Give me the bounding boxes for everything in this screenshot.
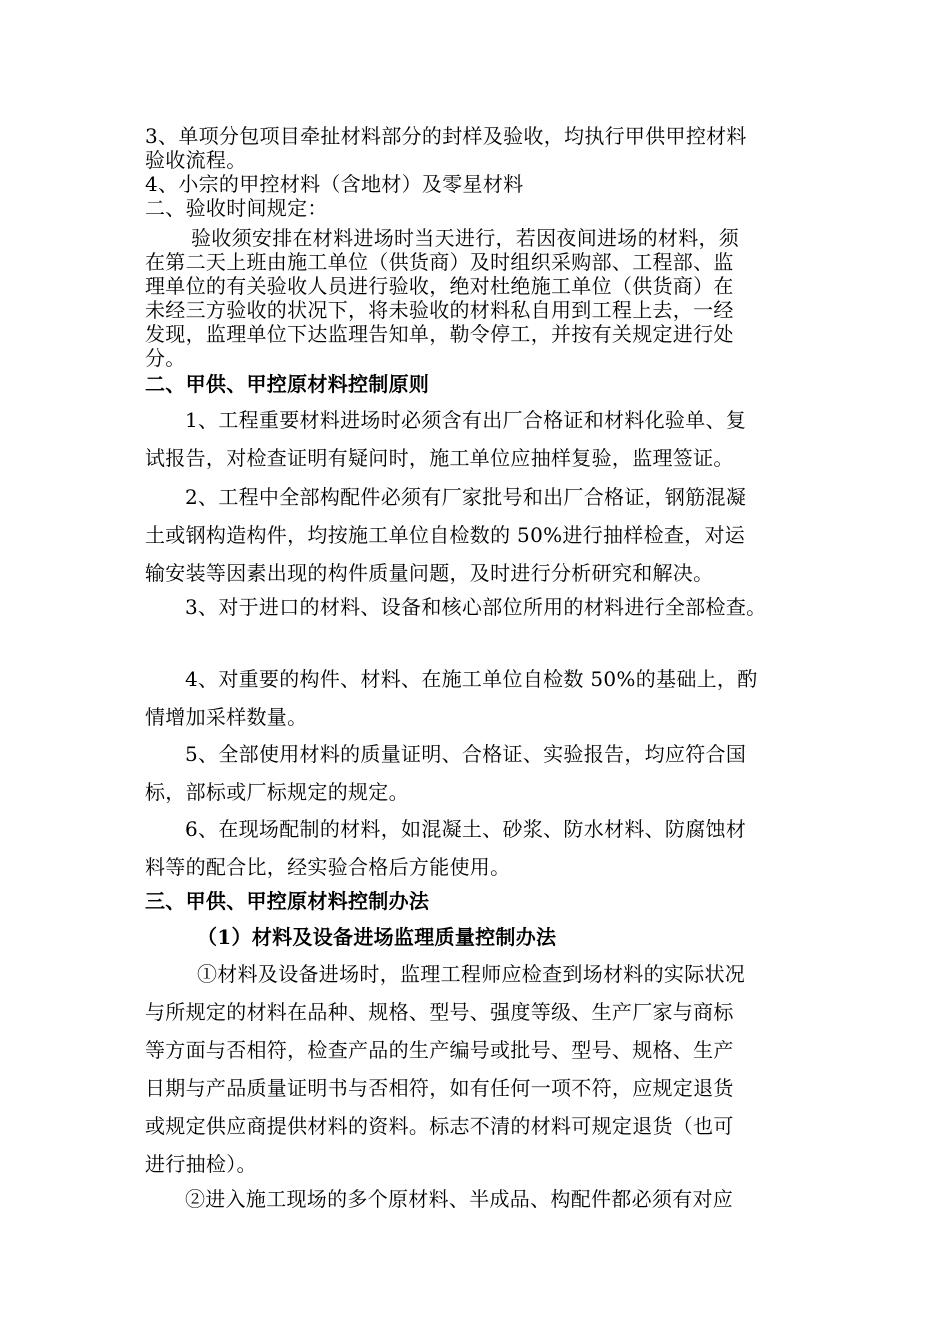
paragraph-item-4 <box>145 660 825 736</box>
paragraph-item-2 <box>145 478 825 592</box>
text-line: 5、全部使用材料的质量证明、合格证、实验报告，均应符合国 <box>185 742 747 766</box>
paragraph-circle-2: ②进入施工现场的多个原材料、半成品、构配件都必须有对应 <box>185 1187 734 1211</box>
text-line: 情增加采样数量。 <box>145 705 308 729</box>
section-heading-3: 三、甲供、甲控原材料控制办法 <box>145 889 430 913</box>
text-line: 试报告，对检查证明有疑问时，施工单位应抽样复验，监理签证。 <box>145 446 734 470</box>
text-line: 与所规定的材料在品种、规格、型号、强度等级、生产厂家与商标 <box>145 1000 734 1024</box>
block-a <box>145 124 825 220</box>
text-line: 或规定供应商提供材料的资料。标志不清的材料可规定退货（也可 <box>145 1114 734 1138</box>
section-heading-2: 二、甲供、甲控原材料控制原则 <box>145 372 430 396</box>
text-line: 1、工程重要材料进场时必须含有出厂合格证和材料化验单、复 <box>185 408 747 432</box>
text-line: 等方面与否相符，检查产品的生产编号或批号、型号、规格、生产 <box>145 1038 734 1062</box>
block-b <box>145 226 825 370</box>
text-line: 标，部标或厂标规定的规定。 <box>145 780 409 804</box>
text-line: 理单位的有关验收人员进行验收，绝对杜绝施工单位（供货商）在 <box>145 274 734 298</box>
text-line: 3、单项分包项目牵扯材料部分的封样及验收，均执行甲供甲控材料 <box>145 124 747 148</box>
text-line: 分。 <box>145 346 186 370</box>
text-line: 验收流程。 <box>145 148 247 172</box>
paragraph-circle-1 <box>145 955 825 1183</box>
text-line: 2、工程中全部构配件必须有厂家批号和出厂合格证，钢筋混凝 <box>185 485 747 509</box>
text-line: 验收须安排在材料进场时当天进行，若因夜间进场的材料，须 <box>191 226 740 250</box>
text-line: 进行抽检）。 <box>145 1152 257 1176</box>
paragraph-item-1 <box>145 401 825 477</box>
text-line: 二、验收时间规定： <box>145 196 328 220</box>
text-line: 在第二天上班由施工单位（供货商）及时组织采购部、工程部、监 <box>145 250 734 274</box>
subheading-1: （1）材料及设备进场监理质量控制办法 <box>197 925 557 949</box>
text-line: 4、小宗的甲控材料（含地材）及零星材料 <box>145 172 524 196</box>
text-line: 日期与产品质量证明书与否相符，如有任何一项不符，应规定退货 <box>145 1076 734 1100</box>
paragraph-item-5 <box>145 735 825 811</box>
text-line: 发现，监理单位下达监理告知单，勒令停工，并按有关规定进行处 <box>145 322 734 346</box>
text-line: 输安装等因素出现的构件质量问题，及时进行分析研究和解决。 <box>145 561 714 585</box>
text-line: 6、在现场配制的材料，如混凝土、砂浆、防水材料、防腐蚀材 <box>185 817 747 841</box>
paragraph-item-3: 3、对于进口的材料、设备和核心部位所用的材料进行全部检查。 <box>185 595 767 619</box>
paragraph-item-6 <box>145 810 825 886</box>
text-line: 未经三方验收的状况下，将未验收的材料私自用到工程上去，一经 <box>145 298 734 322</box>
text-line: 4、对重要的构件、材料、在施工单位自检数 50%的基础上，酌 <box>185 667 758 691</box>
text-line: ①材料及设备进场时，监理工程师应检查到场材料的实际状况 <box>197 962 746 986</box>
text-line: 料等的配合比，经实验合格后方能使用。 <box>145 855 511 879</box>
text-line: 土或钢构造构件，均按施工单位自检数的 50%进行抽样检查，对运 <box>145 523 746 547</box>
